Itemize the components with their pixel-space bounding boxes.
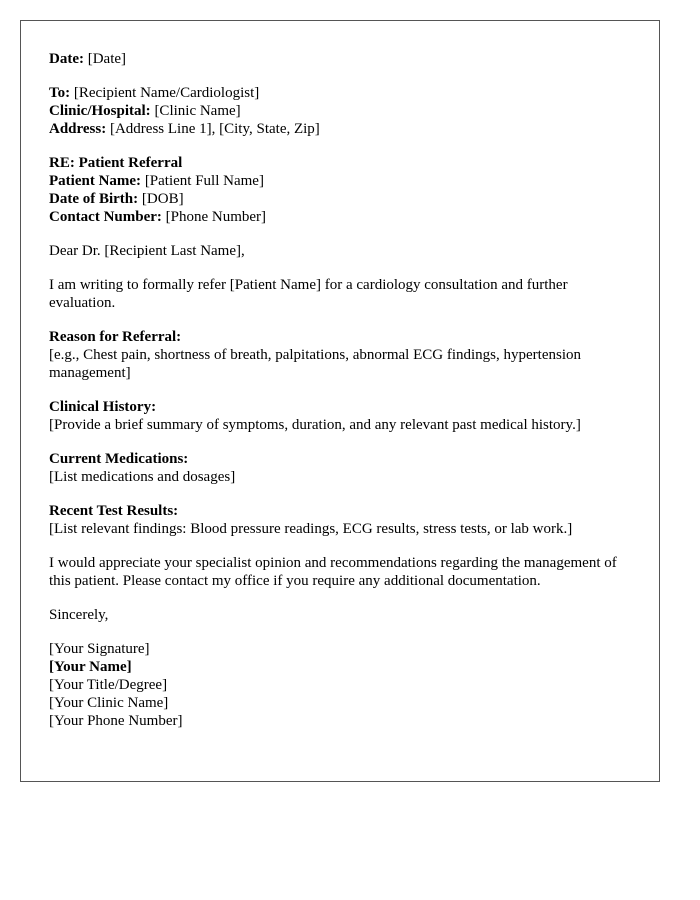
section-medications — [49, 450, 631, 486]
patient-dob-line — [49, 190, 631, 208]
closing-paragraph: I would appreciate your specialist opinion and recommendations regarding the management of this patient. Please contact my office if you require any additional documentation. — [49, 555, 617, 589]
patient-block — [49, 154, 631, 226]
address-label: Address: — [49, 121, 107, 137]
medications-heading: Current Medications: — [49, 451, 189, 467]
section-clinical-history — [49, 398, 631, 434]
date-line — [49, 50, 631, 68]
patient-phone-line — [49, 208, 631, 226]
patient-name-value: [Patient Full Name] — [144, 173, 264, 189]
recipient-address-line — [49, 120, 631, 138]
medications-text: [List medications and dosages] — [49, 469, 236, 485]
signer-clinic: [Your Clinic Name] — [49, 695, 169, 711]
signature-block — [49, 640, 631, 730]
recipient-to-line — [49, 84, 631, 102]
reason-heading: Reason for Referral: — [49, 329, 182, 345]
patient-name-label: Patient Name: — [49, 173, 142, 189]
patient-dob-value: [DOB] — [141, 191, 184, 207]
valediction: Sincerely, — [49, 607, 109, 623]
test-results-heading: Recent Test Results: — [49, 503, 179, 519]
clinical-history-text: [Provide a brief summary of symptoms, duration, and any relevant past medical history.] — [49, 417, 581, 433]
date-block — [49, 50, 631, 68]
salutation: Dear Dr. [Recipient Last Name], — [49, 243, 245, 259]
signature-placeholder: [Your Signature] — [49, 641, 150, 657]
reason-text: [e.g., Chest pain, shortness of breath, palpitations, abnormal ECG findings, hypertension management] — [49, 347, 581, 381]
recipient-block — [49, 84, 631, 138]
section-heading — [49, 450, 631, 468]
to-value: [Recipient Name/Cardiologist] — [73, 85, 260, 101]
section-heading — [49, 502, 631, 520]
re-heading: RE: Patient Referral — [49, 155, 183, 171]
date-value: [Date] — [87, 51, 127, 67]
patient-dob-label: Date of Birth: — [49, 191, 139, 207]
intro-paragraph: I am writing to formally refer [Patient Name] for a cardiology consultation and further evaluation. — [49, 277, 568, 311]
address-value: [Address Line 1], [City, State, Zip] — [109, 121, 320, 137]
date-label: Date: — [49, 51, 84, 67]
patient-phone-value: [Phone Number] — [165, 209, 267, 225]
signer-phone: [Your Phone Number] — [49, 713, 183, 729]
signer-name-text: [Your Name] — [49, 659, 132, 675]
signer-name — [49, 658, 631, 676]
signer-title: [Your Title/Degree] — [49, 677, 168, 693]
test-results-text: [List relevant findings: Blood pressure readings, ECG results, stress tests, or lab work.] — [49, 521, 573, 537]
clinic-label: Clinic/Hospital: — [49, 103, 151, 119]
referral-letter — [20, 20, 660, 782]
patient-name-line — [49, 172, 631, 190]
clinic-value: [Clinic Name] — [154, 103, 241, 119]
section-test-results — [49, 502, 631, 538]
clinical-history-heading: Clinical History: — [49, 399, 157, 415]
section-heading — [49, 328, 631, 346]
re-line — [49, 154, 631, 172]
section-reason — [49, 328, 631, 382]
section-heading — [49, 398, 631, 416]
recipient-clinic-line — [49, 102, 631, 120]
patient-phone-label: Contact Number: — [49, 209, 162, 225]
to-label: To: — [49, 85, 71, 101]
